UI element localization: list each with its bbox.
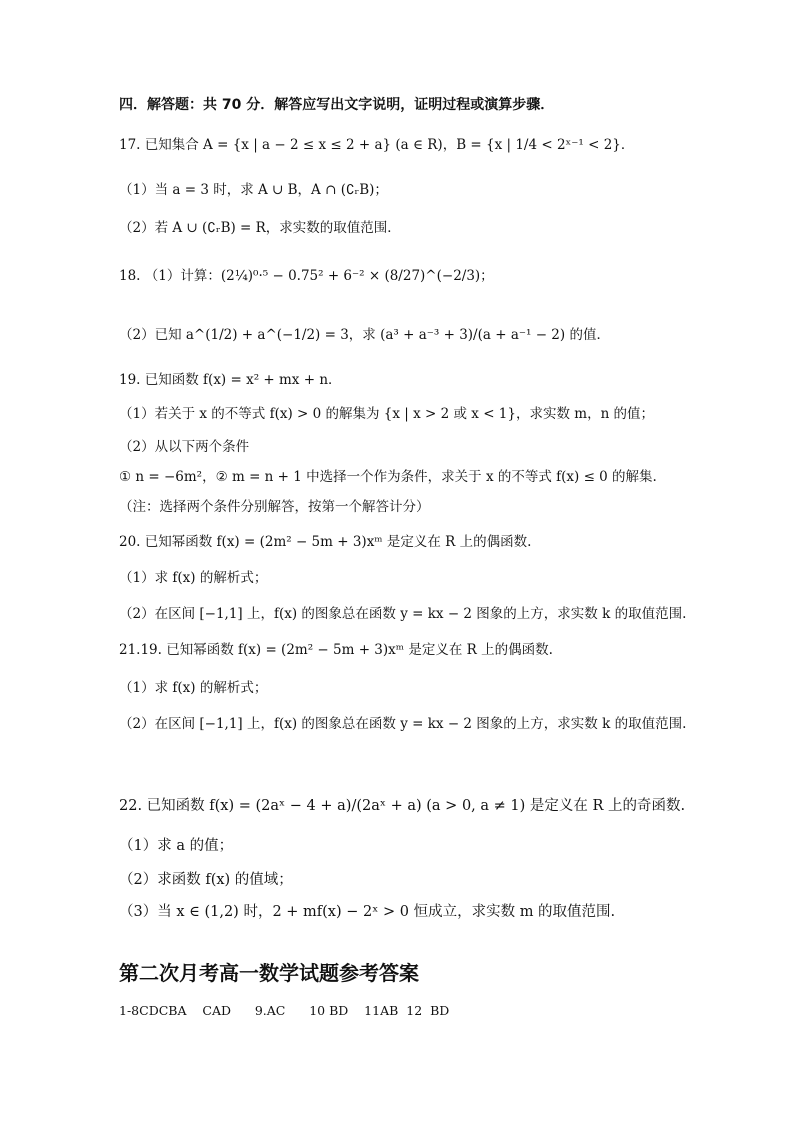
q19-stem: 19. 已知函数 f(x) = x² + mx + n． [119,372,342,388]
q17-part2: （2）若 A ∪ (∁ᵣB) = R，求实数的取值范围． [119,220,401,236]
q22-stem: 22. 已知函数 f(x) = (2aˣ − 4 + a)/(2aˣ + a) (a > 0, a ≠ 1) 是定义在 R 上的奇函数. [119,798,686,814]
q17-part1: （1）当 a = 3 时，求 A ∪ B，A ∩ (∁ᵣB)； [119,182,388,198]
q20-stem: 20. 已知幂函数 f(x) = (2m² − 5m + 3)xᵐ 是定义在 R 上的偶函数. [119,534,532,550]
q21-part2: （2）在区间 [−1,1] 上，f(x) 的图象总在函数 y = kx − 2 图象的上方，求实数 k 的取值范围. [119,716,687,732]
q22-part2: （2）求函数 f(x) 的值域； [119,872,293,888]
q18-part1: 18. （1）计算：(2¼)⁰·⁵ − 0.75² + 6⁻² × (8/27)^(−2/3)； [119,268,494,284]
q20-part2: （2）在区间 [−1,1] 上，f(x) 的图象总在函数 y = kx − 2 图象的上方，求实数 k 的取值范围. [119,606,687,622]
q19-conditions: ① n = −6m²，② m = n + 1 中选择一个作为条件，求关于 x 的不等式 f(x) ≤ 0 的解集. [119,469,657,485]
answer-title: 第二次月考高一数学试题参考答案 [119,961,419,985]
q21-stem: 21.19. 已知幂函数 f(x) = (2m² − 5m + 3)xᵐ 是定义在 R 上的偶函数. [119,642,553,658]
q17-stem: 17. 已知集合 A = {x | a − 2 ≤ x ≤ 2 + a} (a ∈ R)，B = {x | 1/4 < 2ˣ⁻¹ < 2}． [119,137,635,153]
q19-part2: （2）从以下两个条件 [119,439,250,455]
answer-keys: 1-8CDCBA CAD 9.AC 10 BD 11AB 12 BD [119,1003,450,1018]
q22-part3: （3）当 x ∈ (1,2) 时，2 + mf(x) − 2ˣ > 0 恒成立，求实数 m 的取值范围. [119,904,616,920]
q21-part1: （1）求 f(x) 的解析式； [119,680,268,696]
q19-note: （注：选择两个条件分别解答，按第一个解答计分） [119,499,430,515]
q19-part1: （1）若关于 x 的不等式 f(x) > 0 的解集为 {x | x > 2 或 x < 1}，求实数 m，n 的值； [119,406,655,422]
q22-part1: （1）求 a 的值； [119,838,234,854]
section-heading: 四．解答题：共 70 分．解答应写出文字说明，证明过程或演算步骤． [119,97,555,113]
q18-part2: （2）已知 a^(1/2) + a^(−1/2) = 3，求 (a³ + a⁻³ + 3)/(a + a⁻¹ − 2) 的值． [119,327,610,343]
q20-part1: （1）求 f(x) 的解析式； [119,570,268,586]
